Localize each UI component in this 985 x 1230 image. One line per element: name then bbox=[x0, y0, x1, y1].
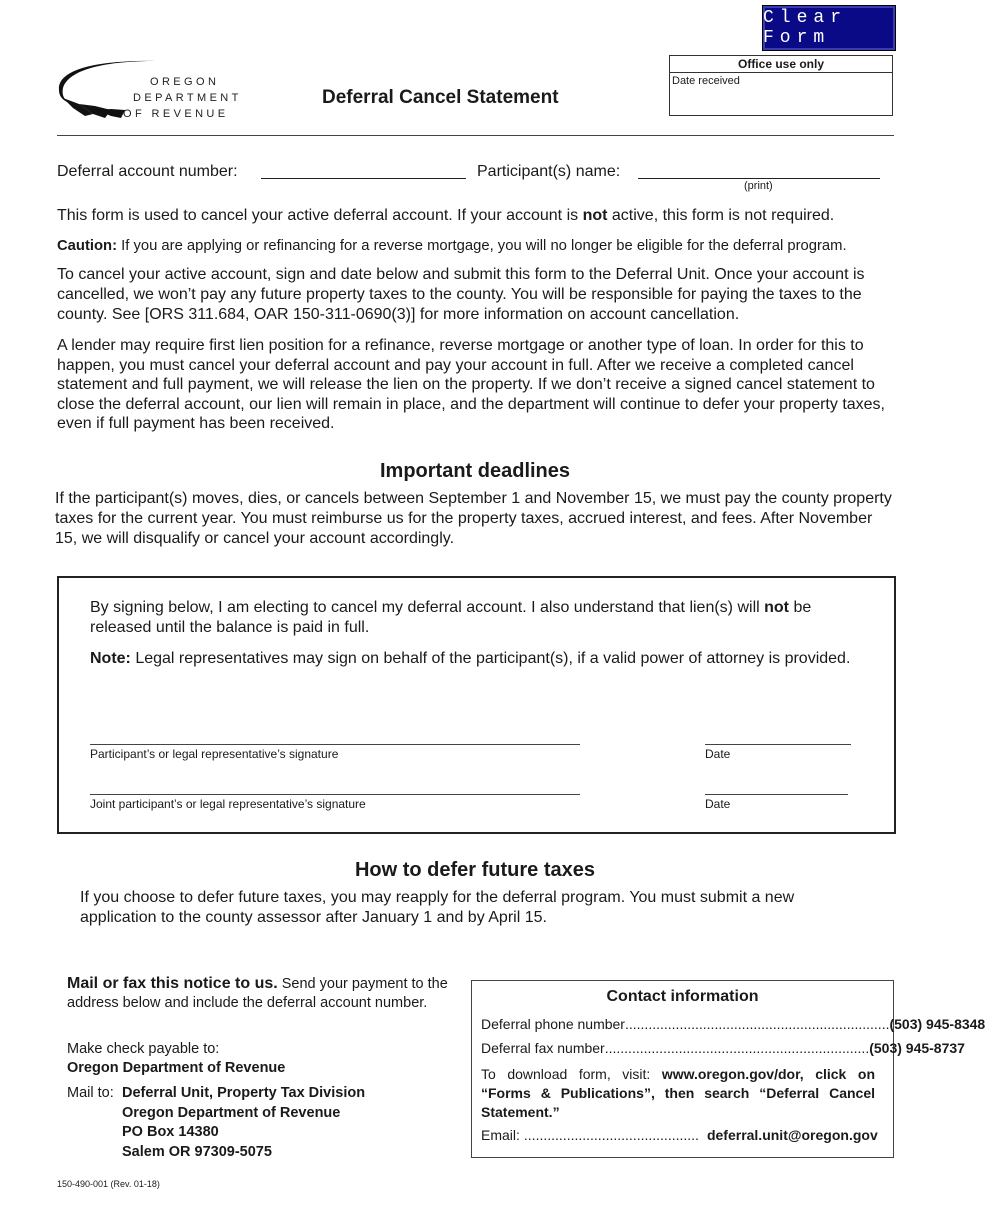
email-label: Email: bbox=[481, 1127, 520, 1143]
office-use-title: Office use only bbox=[670, 56, 892, 73]
date-received-label: Date received bbox=[672, 75, 740, 87]
date-label-1: Date bbox=[705, 747, 731, 761]
date-line-1[interactable] bbox=[705, 744, 851, 745]
participant-name-field[interactable] bbox=[638, 178, 880, 179]
form-title: Deferral Cancel Statement bbox=[322, 87, 559, 108]
email-address[interactable]: deferral.unit@oregon.gov bbox=[706, 1127, 878, 1143]
contact-title: Contact information bbox=[606, 988, 759, 1005]
participant-signature-line[interactable] bbox=[90, 744, 580, 745]
download-link[interactable]: www.oregon.gov/dor, click on “Forms & Publications”, then search “Deferral Cancel Statement.” bbox=[481, 1066, 875, 1120]
download-info: To download form, visit: www.oregon.gov/dor, click on “Forms & Publications”, then search “Deferral Cancel Statement.” bbox=[481, 1066, 875, 1120]
address-line: Deferral Unit, Property Tax Division bbox=[122, 1085, 366, 1101]
date-line-2[interactable] bbox=[705, 794, 848, 795]
future-taxes-text: If you choose to defer future taxes, you may reapply for the deferral program. You must submit a new application to the county assessor after January 1 and by April 15. bbox=[80, 889, 795, 926]
signature-note: Note: Legal representatives may sign on behalf of the participant(s), if a valid power of attorney is provided. bbox=[90, 650, 851, 667]
signature-statement: By signing below, I am electing to cancel my deferral account. I also understand that lien(s) will not be released until the balance is paid in full. bbox=[90, 599, 812, 636]
mailing-address bbox=[122, 1084, 365, 1162]
joint-signature-label: Joint participant’s or legal representative’s signature bbox=[90, 797, 366, 811]
address-line: Oregon Department of Revenue bbox=[122, 1104, 341, 1121]
phone-row: Deferral phone number .................................................................... (503) 945-8348 bbox=[481, 1016, 985, 1032]
address-line: Salem OR 97309-5075 bbox=[122, 1143, 272, 1160]
email-row: Email: ............................................. deferral.unit@oregon.gov bbox=[481, 1127, 878, 1143]
mail-to-label: Mail to: bbox=[67, 1085, 114, 1101]
logo-text-of-revenue: OF REVENUE bbox=[123, 108, 229, 120]
print-note: (print) bbox=[744, 180, 773, 192]
payable-label: Make check payable to: bbox=[67, 1041, 220, 1057]
office-use-box bbox=[669, 55, 893, 116]
date-label-2: Date bbox=[705, 797, 731, 811]
account-number-label: Deferral account number: bbox=[57, 163, 238, 180]
joint-signature-line[interactable] bbox=[90, 794, 580, 795]
contact-information-box bbox=[471, 980, 985, 1158]
mail-instructions: Mail or fax this notice to us. Send your payment to the address below and include the deferral account number. bbox=[67, 975, 448, 1011]
deadlines-heading: Important deadlines bbox=[379, 460, 571, 482]
future-taxes-heading: How to defer future taxes bbox=[354, 859, 596, 881]
participant-name-label: Participant(s) name: bbox=[477, 163, 621, 180]
phone-label: Deferral phone number bbox=[481, 1016, 625, 1032]
address-line: PO Box 14380 bbox=[122, 1124, 219, 1140]
signature-box bbox=[57, 576, 896, 834]
header-divider bbox=[57, 135, 894, 136]
intro-paragraph-1: This form is used to cancel your active deferral account. If your account is not active, this form is not required. bbox=[57, 207, 835, 224]
oregon-dor-logo bbox=[55, 58, 245, 124]
participant-signature-label: Participant’s or legal representative’s signature bbox=[90, 747, 339, 761]
phone-number: (503) 945-8348 bbox=[889, 1016, 985, 1032]
fax-row: Deferral fax number .................................................................... (503) 945-8737 bbox=[481, 1040, 965, 1056]
intro-paragraph-3: To cancel your active account, sign and date below and submit this form to the Deferral Unit. Once your account is cancelled, we won’t pay any future property taxes to the county. You will be responsible for paying the taxes to the county. See [ORS 311.684, OAR 150-311-0690(3)] for more information on account cancellation. bbox=[57, 266, 865, 323]
account-number-field[interactable] bbox=[261, 178, 466, 179]
deadlines-text: If the participant(s) moves, dies, or cancels between September 1 and November 15, we must pay the county property taxes for the current year. You must reimburse us for the property taxes, accrued interest, and fees. After November 15, we will disqualify or cancel your account accordingly. bbox=[55, 490, 892, 547]
fax-number: (503) 945-8737 bbox=[869, 1040, 965, 1056]
fax-label: Deferral fax number bbox=[481, 1040, 605, 1056]
logo-text-department: DEPARTMENT bbox=[133, 92, 242, 104]
caution-paragraph: Caution: If you are applying or refinancing for a reverse mortgage, you will no longer be eligible for the deferral program. bbox=[57, 238, 847, 254]
payable-to: Oregon Department of Revenue bbox=[67, 1060, 286, 1076]
form-number: 150-490-001 (Rev. 01-18) bbox=[57, 1179, 160, 1189]
logo-text-oregon: OREGON bbox=[150, 76, 220, 88]
clear-form-button[interactable]: Clear Form bbox=[762, 5, 896, 51]
intro-paragraph-4: A lender may require first lien position for a refinance, reverse mortgage or another type of loan. In order for this to happen, you must cancel your deferral account and pay your account in full. After we receive a completed cancel statement and full payment, we will release the lien on the property. If we don’t receive a signed cancel statement to close the deferral account, our lien will remain in place, and the department will continue to defer your property taxes, even if full payment has been received. bbox=[57, 337, 885, 432]
